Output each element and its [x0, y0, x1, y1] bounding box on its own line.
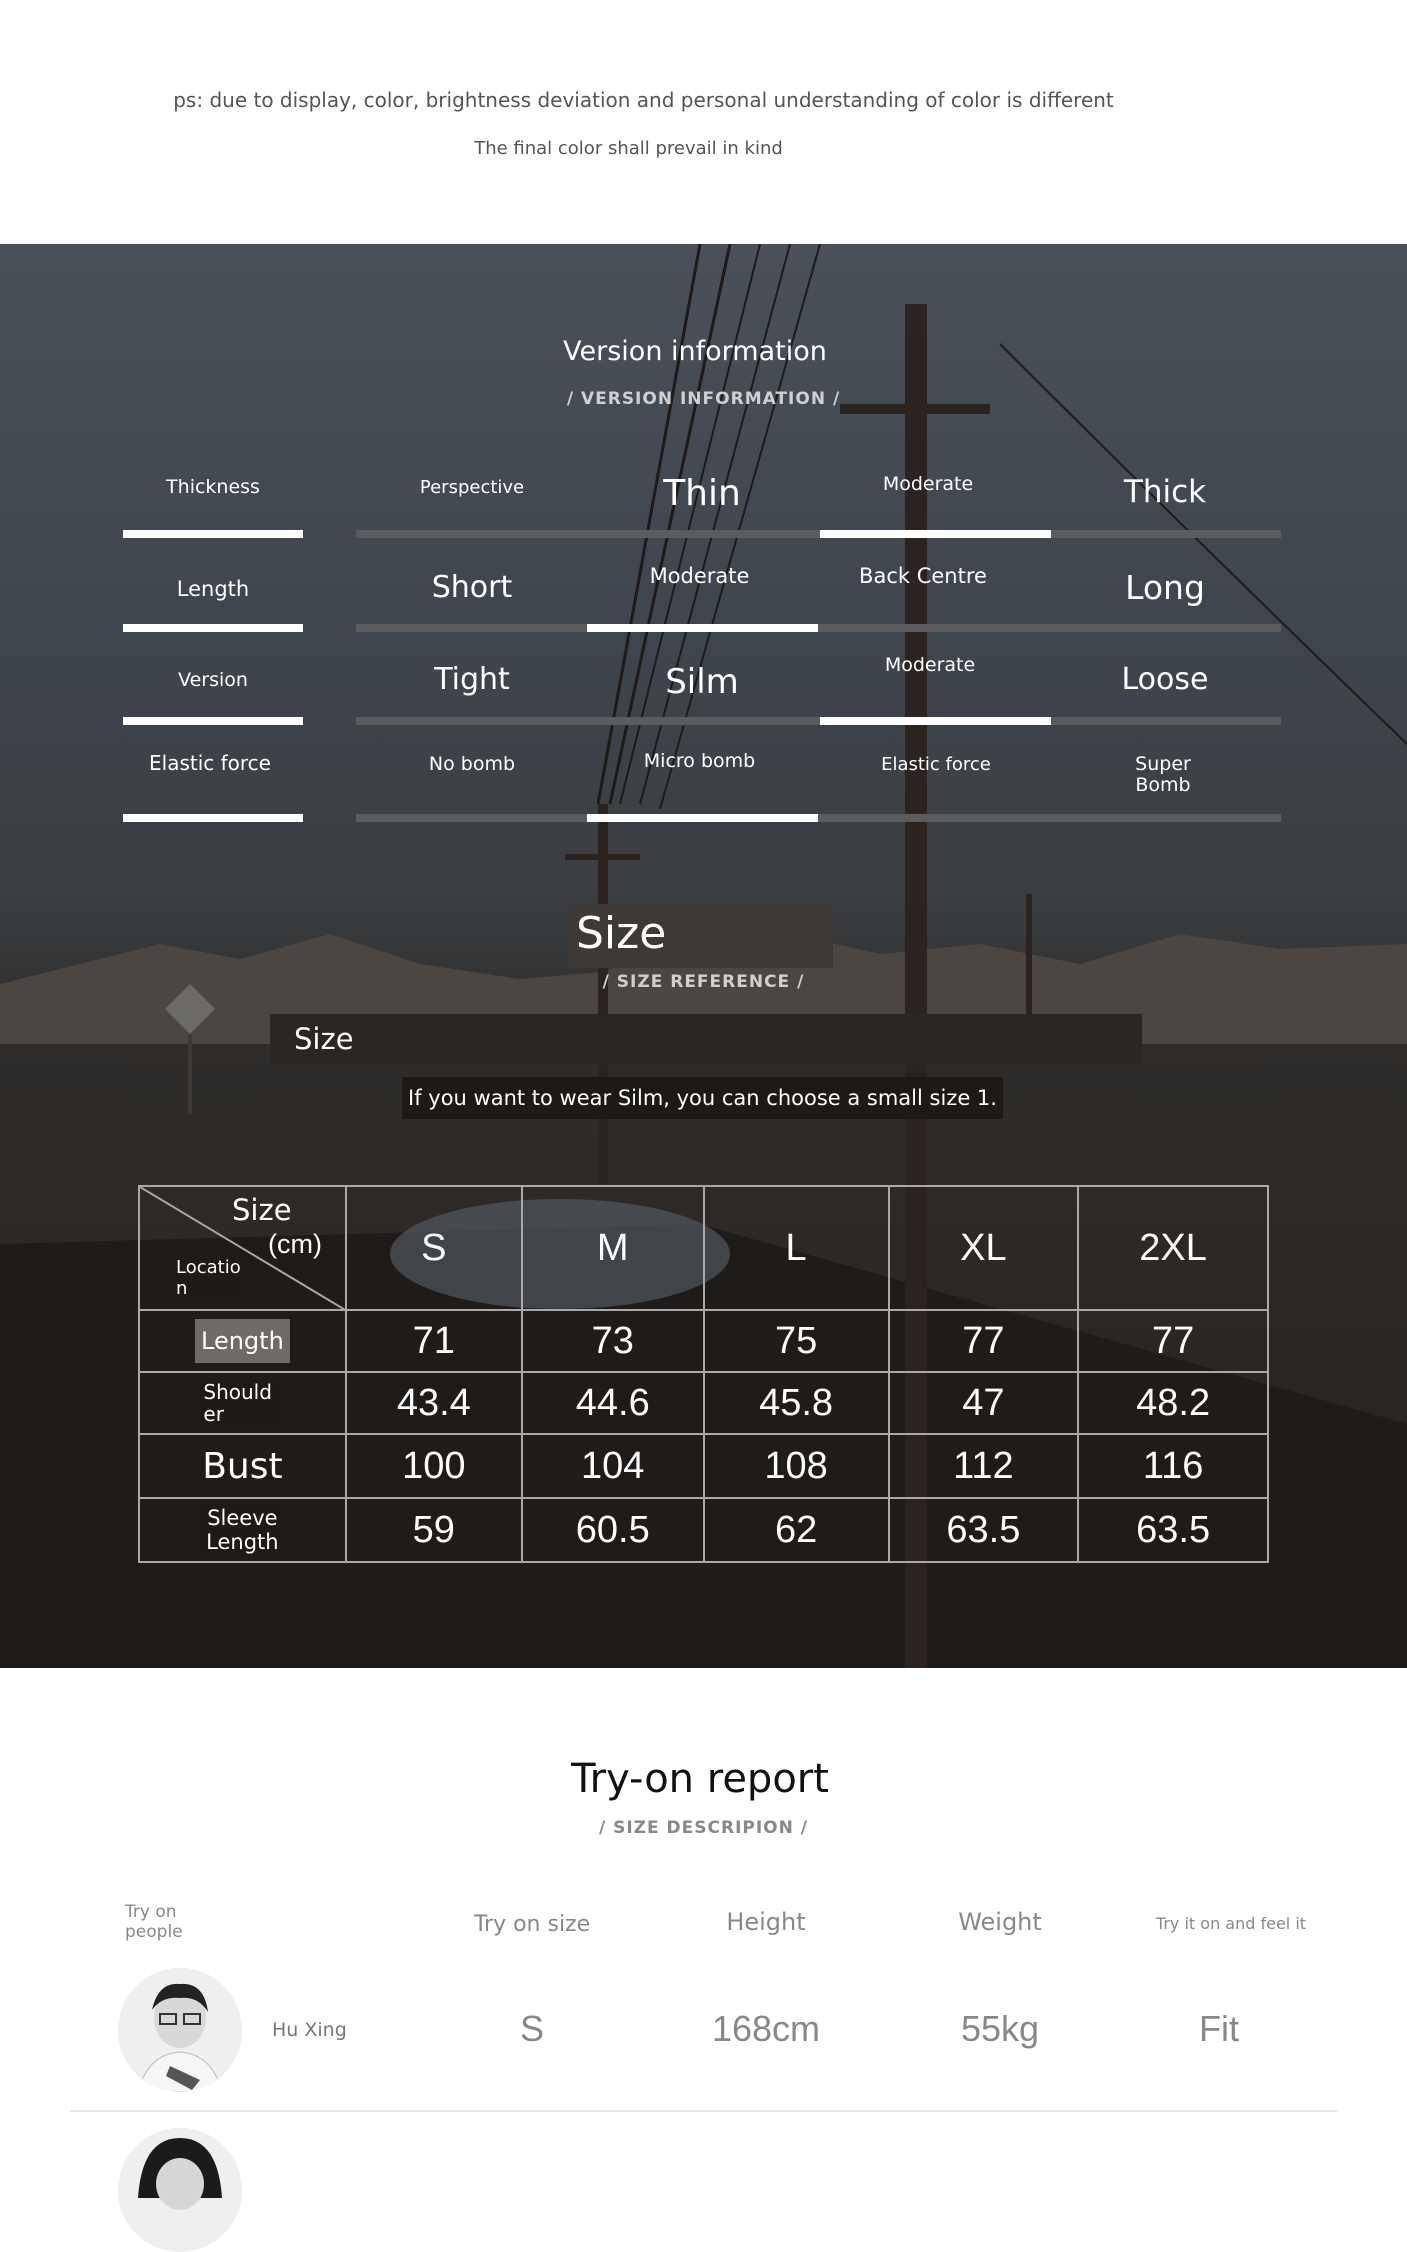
scale-selected-marker — [587, 624, 818, 632]
size-row-length — [139, 1310, 1268, 1372]
col-header-size: Try on size — [473, 1912, 591, 1937]
version-row-label: Version — [178, 669, 248, 691]
version-option-selected: Moderate — [649, 564, 750, 588]
version-option-selected: Moderate — [882, 473, 974, 495]
size-value: 108 — [704, 1434, 889, 1498]
size-value: 73 — [522, 1310, 704, 1372]
person-photo — [118, 1968, 242, 2092]
size-value: 77 — [889, 1310, 1079, 1372]
tryon-title: Try-on report — [571, 1756, 829, 1802]
size-col-header: L — [704, 1186, 889, 1310]
scale-selected-marker — [820, 717, 1051, 725]
version-row-label: Elastic force — [149, 751, 271, 775]
version-option: Back Centre — [859, 564, 987, 588]
col-header-feel: Try it on and feel it — [1155, 1914, 1307, 1933]
size-value: 112 — [889, 1434, 1079, 1498]
notice-line-1: ps: due to display, color, brightness deviation and personal understanding of color is different — [173, 88, 1114, 112]
row-label-cell — [139, 1434, 346, 1498]
size-value: 100 — [346, 1434, 522, 1498]
size-header-row — [139, 1186, 1268, 1310]
size-value: 60.5 — [522, 1498, 704, 1562]
version-option: Elastic force — [881, 754, 991, 775]
version-option: Thick — [1123, 474, 1207, 510]
version-option: Short — [431, 570, 513, 605]
scale-track — [356, 814, 1281, 822]
tryon-person-name: Hu Xing — [272, 2019, 347, 2041]
col-header-people: Try on people — [125, 1902, 183, 1942]
version-option: Super Bomb — [1135, 753, 1191, 796]
size-value: 43.4 — [346, 1372, 522, 1434]
size-col-header: XL — [889, 1186, 1079, 1310]
size-value: 59 — [346, 1498, 522, 1562]
version-option: Perspective — [419, 477, 525, 498]
size-value: 63.5 — [1078, 1498, 1268, 1562]
size-corner-cell — [139, 1186, 346, 1310]
version-option: Tight — [434, 662, 510, 697]
scale-selected-marker — [820, 530, 1051, 538]
col-header-height: Height — [726, 1908, 806, 1936]
size-value: 48.2 — [1078, 1372, 1268, 1434]
row-label: Sleeve Length — [197, 1504, 287, 1556]
version-option-selected: Silm — [665, 662, 739, 702]
size-value: 116 — [1078, 1434, 1268, 1498]
version-row-label: Length — [176, 577, 250, 601]
version-option-selected: Micro bomb — [643, 750, 756, 772]
size-value: 63.5 — [889, 1498, 1079, 1562]
tryon-height: 168cm — [711, 2008, 821, 2049]
version-info-title: Version information — [563, 336, 827, 367]
size-value: 47 — [889, 1372, 1079, 1434]
size-row-shoulder — [139, 1372, 1268, 1434]
col-header-weight: Weight — [958, 1908, 1042, 1936]
scale-track — [356, 624, 1281, 632]
corner-location-label: Location — [176, 1257, 246, 1299]
row-label-cell — [139, 1498, 346, 1562]
label-underline — [123, 530, 303, 538]
tryon-size: S — [519, 2008, 544, 2049]
size-col-header: 2XL — [1078, 1186, 1268, 1310]
size-chart-table — [138, 1185, 1269, 1563]
size-value: 75 — [704, 1310, 889, 1372]
size-value: 77 — [1078, 1310, 1268, 1372]
avatar — [118, 2128, 242, 2252]
row-label: Length — [195, 1319, 290, 1363]
label-underline — [123, 717, 303, 725]
size-col-header: M — [522, 1186, 704, 1310]
size-col-header: S — [346, 1186, 522, 1310]
avatar — [118, 1968, 242, 2092]
row-label: Bust — [202, 1445, 283, 1487]
size-value: 71 — [346, 1310, 522, 1372]
version-option: Long — [1125, 568, 1205, 607]
size-info-section — [0, 244, 1407, 1668]
size-value: 44.6 — [522, 1372, 704, 1434]
corner-unit-label: (cm) — [268, 1229, 322, 1259]
size-value: 62 — [704, 1498, 889, 1562]
size-reference-title: Size — [576, 908, 667, 959]
size-row-bust — [139, 1434, 1268, 1498]
version-option: No bomb — [428, 753, 516, 775]
version-option: Loose — [1121, 662, 1209, 697]
size-recommendation-note: If you want to wear Silm, you can choose a small size 1. — [402, 1077, 1003, 1119]
label-underline — [123, 624, 303, 632]
version-option: Moderate — [884, 654, 976, 676]
size-value: 104 — [522, 1434, 704, 1498]
tryon-feel: Fit — [1199, 2008, 1239, 2049]
tryon-weight: 55kg — [960, 2008, 1040, 2049]
version-info-subtitle: / VERSION INFORMATION / — [566, 389, 841, 409]
size-value: 45.8 — [704, 1372, 889, 1434]
tryon-subtitle: / SIZE DESCRIPION / — [598, 1818, 808, 1838]
row-label-cell — [139, 1310, 346, 1372]
version-option: Thin — [663, 473, 741, 514]
person-photo — [118, 2128, 242, 2252]
scale-selected-marker — [587, 814, 818, 822]
corner-size-label: Size — [232, 1193, 292, 1227]
notice-line-2: The final color shall prevail in kind — [474, 138, 783, 159]
version-row-label: Thickness — [166, 476, 260, 498]
label-underline — [123, 814, 303, 822]
size-banner: Size — [270, 1014, 1142, 1064]
size-reference-subtitle: / SIZE REFERENCE / — [602, 972, 805, 992]
scale-track — [356, 717, 1281, 725]
scale-track — [356, 530, 1281, 538]
row-divider — [70, 2110, 1337, 2112]
row-label-cell — [139, 1372, 346, 1434]
size-row-sleeve — [139, 1498, 1268, 1562]
row-label: Shoulder — [197, 1379, 287, 1427]
